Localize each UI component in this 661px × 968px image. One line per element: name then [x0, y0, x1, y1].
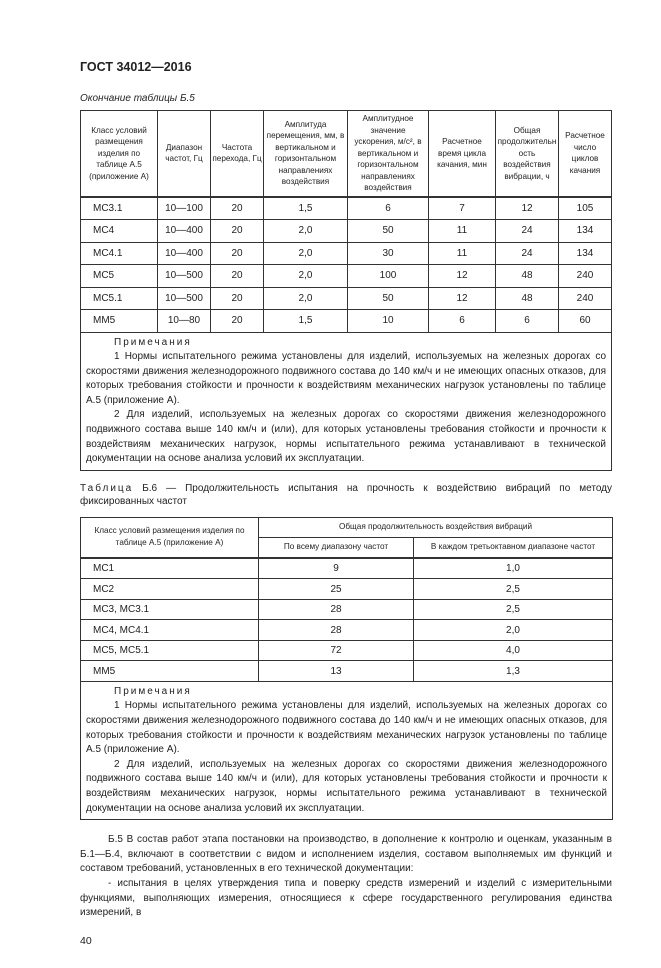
table-row: [81, 242, 612, 265]
table-cell: 10—400: [158, 242, 211, 265]
table-cell: МС5: [81, 265, 158, 288]
table-row: [81, 287, 612, 310]
table-cell: 6: [348, 197, 429, 220]
table-cell: 100: [348, 265, 429, 288]
table-cell: 1,5: [264, 197, 348, 220]
column-header: Амплитудное значение ускорения, м/с², в вертикальном и горизонтальном направлениях воздействия: [348, 111, 429, 197]
table-cell: 1,3: [414, 661, 613, 682]
table-cell: 72: [259, 640, 414, 661]
table-cell: 10—80: [158, 310, 211, 333]
table-header-row: [81, 517, 613, 537]
table-cell: МС4: [81, 220, 158, 243]
caption-text: Б.6 — Продолжительность испытания на прочность к воздействию вибраций по методу фиксированных частот: [80, 482, 612, 507]
table-cell: МС4, МС4.1: [81, 620, 259, 641]
table-cell: 20: [211, 220, 264, 243]
note-1: 1 Нормы испытательного режима установлены для изделий, используемых на железных дорогах со скоростями движения железнодорожного подвижного состава до 140 км/ч и не имеющих опасных отказов, для которых требования стойкости и прочности к воздействиям механических нагрузок установлены по таблице А.5 (приложение А).: [86, 700, 608, 756]
table-row: [81, 558, 613, 579]
table-row: [81, 579, 613, 600]
table-cell: 10—500: [158, 265, 211, 288]
table-cell: 7: [429, 197, 496, 220]
table-cell: 20: [211, 265, 264, 288]
table-cell: 20: [211, 242, 264, 265]
table-cell: 10—500: [158, 287, 211, 310]
table-b5: [80, 110, 612, 471]
header-class: Класс условий размещения изделия по таблице А.5 (приложение А): [81, 517, 259, 558]
notes-title: Примечания: [114, 685, 192, 697]
table-cell: 10: [348, 310, 429, 333]
table-cell: 4,0: [414, 640, 613, 661]
table1-notes: [81, 332, 612, 470]
table-cell: 2,0: [264, 265, 348, 288]
table-cell: МС3, МС3.1: [81, 599, 259, 620]
table-cell: 30: [348, 242, 429, 265]
table-cell: 9: [259, 558, 414, 579]
table-cell: 2,0: [264, 220, 348, 243]
table-cell: 2,0: [264, 242, 348, 265]
table-cell: МС5.1: [81, 287, 158, 310]
table-cell: МС4.1: [81, 242, 158, 265]
table-cell: 12: [496, 197, 559, 220]
table-cell: 2,5: [414, 579, 613, 600]
table-row: [81, 640, 613, 661]
table-cell: МС5, МС5.1: [81, 640, 259, 661]
paragraph-list-item: - испытания в целях утверждения типа и поверку средств измерений и изделий с измерительными функциями, выполняющих измерения, относящиеся к сфере государственного регулирования единства измерений, в: [80, 877, 612, 919]
table-cell: 240: [559, 287, 612, 310]
column-header: Расчетное время цикла качания, мин: [429, 111, 496, 197]
table-cell: 240: [559, 265, 612, 288]
table-cell: 50: [348, 220, 429, 243]
caption-label: Таблица: [80, 482, 134, 494]
table-row: [81, 310, 612, 333]
table-cell: 105: [559, 197, 612, 220]
table-b6: [80, 517, 613, 820]
table-row: [81, 661, 613, 682]
table-cell: 60: [559, 310, 612, 333]
table-cell: 24: [496, 242, 559, 265]
note-2: 2 Для изделий, используемых на железных дорогах со скоростями движения железнодорожного подвижного состава выше 140 км/ч и (или), для которых установлены требования стойкости и прочности к воздействиям механических нагрузок, нормы испытательного режима устанавливают в технической документации на основе анализа условий их эксплуатации.: [86, 758, 608, 814]
table2-notes: [81, 681, 613, 819]
document-header: ГОСТ 34012—2016: [80, 60, 192, 74]
table-cell: 6: [496, 310, 559, 333]
table-cell: 48: [496, 265, 559, 288]
table-header-row: [81, 111, 612, 197]
table-row: [81, 220, 612, 243]
note-1: 1 Нормы испытательного режима установлены для изделий, используемых на железных дорогах со скоростями движения железнодорожного подвижного состава до 140 км/ч и не имеющих опасных отказов, для которых требования стойкости и прочности к воздействиям механических нагрузок установлены по таблице А.5 (приложение А).: [86, 351, 606, 406]
column-header: Диапазон частот, Гц: [158, 111, 211, 197]
table-cell: 134: [559, 242, 612, 265]
table-cell: 28: [259, 620, 414, 641]
table-cell: 2,0: [264, 287, 348, 310]
table-cell: 20: [211, 287, 264, 310]
table-cell: 11: [429, 242, 496, 265]
table-cell: 20: [211, 197, 264, 220]
table-cell: ММ5: [81, 310, 158, 333]
table-cell: 28: [259, 599, 414, 620]
table-cell: 1,5: [264, 310, 348, 333]
table-cell: МС2: [81, 579, 259, 600]
table-cell: МС1: [81, 558, 259, 579]
table-cell: 12: [429, 265, 496, 288]
notes-title: Примечания: [114, 336, 192, 348]
table-cell: 48: [496, 287, 559, 310]
table-cell: ММ5: [81, 661, 259, 682]
column-header: Амплитуда перемещения, мм, в вертикальном и горизонтальном направлениях воздействия: [264, 111, 348, 197]
header-third-octave: В каждом третьоктавном диапазоне частот: [414, 537, 613, 558]
column-header: Частота перехода, Гц: [211, 111, 264, 197]
table-cell: 50: [348, 287, 429, 310]
table-row: [81, 197, 612, 220]
table-cell: 2,0: [414, 620, 613, 641]
header-group: Общая продолжительность воздействия вибраций: [259, 517, 613, 537]
column-header: Общая продолжительность воздействия вибрации, ч: [496, 111, 559, 197]
paragraph-b5: Б.5 В состав работ этапа постановки на производство, в дополнение к контролю и оценкам, указанным в Б.1—Б.4, включают в соответствии с видом и исполнением изделия, составом выполняемых им функций и составом требований, установленных в его технической документации:: [80, 834, 612, 875]
table-cell: 20: [211, 310, 264, 333]
table-row: [81, 265, 612, 288]
table-row: [81, 620, 613, 641]
table-cell: 25: [259, 579, 414, 600]
page-number: 40: [80, 934, 92, 947]
body-text: [80, 833, 612, 921]
header-full-range: По всему диапазону частот: [259, 537, 414, 558]
table-cell: 1,0: [414, 558, 613, 579]
column-header: Класс условий размещения изделия по таблице А.5 (приложение А): [81, 111, 158, 197]
table-cell: 6: [429, 310, 496, 333]
column-header: Расчетное число циклов качания: [559, 111, 612, 197]
table-row: [81, 599, 613, 620]
table-cell: 13: [259, 661, 414, 682]
table-cell: 12: [429, 287, 496, 310]
table-cell: 134: [559, 220, 612, 243]
table-cell: 10—100: [158, 197, 211, 220]
table-cell: 11: [429, 220, 496, 243]
table-cell: 10—400: [158, 220, 211, 243]
table-cell: 24: [496, 220, 559, 243]
table-cell: МС3.1: [81, 197, 158, 220]
note-2: 2 Для изделий, используемых на железных дорогах со скоростями движения железнодорожного подвижного состава выше 140 км/ч и (или), для которых установлены требования стойкости и прочности к воздействиям механических нагрузок, нормы испытательного режима устанавливают в технической документации на основе анализа условий их эксплуатации.: [86, 409, 606, 465]
table-cell: 2,5: [414, 599, 613, 620]
table2-caption: [80, 482, 612, 508]
table1-caption: Окончание таблицы Б.5: [80, 93, 195, 104]
